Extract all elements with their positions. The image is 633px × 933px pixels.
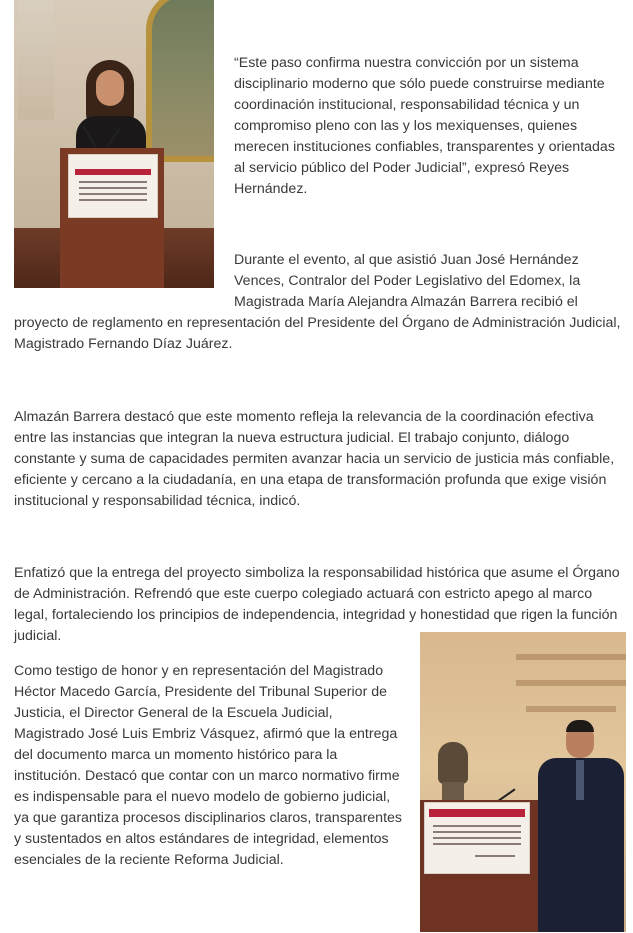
gold-frame [146,0,214,162]
coordination-paragraph: Almazán Barrera destacó que este momento refleja la relevancia de la coordinación efectiva entre las instancias que integran la nueva estructura judicial. El trabajo conjunto, diálogo constante y suma de capacidades permiten avanzar hacia un servicio de justicia más confiable, eficiente y cercano a la ciudadanía, en una etapa de transformación profunda que exige visión institucional y responsabilidad técnica, indicó. [14,409,615,509]
event-paragraph-part1: Durante el evento, al que asistió Juan José Hernández Vences, Contralor del Poder Legislativo del Edomex, la Magistrada María Alejandra Almazán Barrera recibió el [234,252,581,310]
podium [420,800,538,932]
witness-paragraph: Como testigo de honor y en representación del Magistrado Héctor Macedo García, Presidente del Tribunal Superior de Justicia, el Director General de la Escuela Judicial, Magistrado José Luis Embriz Vásquez, afirmó que la entrega del documento marca un momento histórico para la institución. Destacó que contar con un marco normativo firme es indispensable para el nuevo modelo de gobierno judicial, ya que garantiza procesos disciplinarios claros, transparentes y sustentados en altos estándares de integridad, elementos esenciales de la reciente Reforma Judicial. [14,663,402,868]
event-paragraph [14,250,626,355]
wall-panel [18,0,54,120]
event-paragraph-part2: proyecto de reglamento en representación del Presidente del Órgano de Administración Judicial, Magistrado Fernando Díaz Juárez. [14,315,621,352]
quote-paragraph: “Este paso confirma nuestra convicción por un sistema disciplinario moderno que sólo puede construirse mediante coordinación institucional, responsabilidad técnica y un compromiso pleno con las y los mexiquenses, quienes merecen instituciones confiables, transparentes y orientadas al servicio público del Poder Judicial”, expresó Reyes Hernández. [234,55,615,197]
bust-statue [438,742,468,784]
emphasis-paragraph: Enfatizó que la entrega del proyecto simboliza la responsabilidad histórica que asume el Órgano de Administración. Refrendó que este cuerpo colegiado actuará con estricto apego al marco legal, fortaleciendo los principios de independencia, integridad y honestidad que rigen la función judicial. [14,565,620,644]
photo-speaker-woman [14,0,214,288]
podium-sign [424,802,530,874]
photo-speaker-man [420,632,626,932]
podium-sign [68,154,158,218]
speaker-figure [538,724,618,932]
